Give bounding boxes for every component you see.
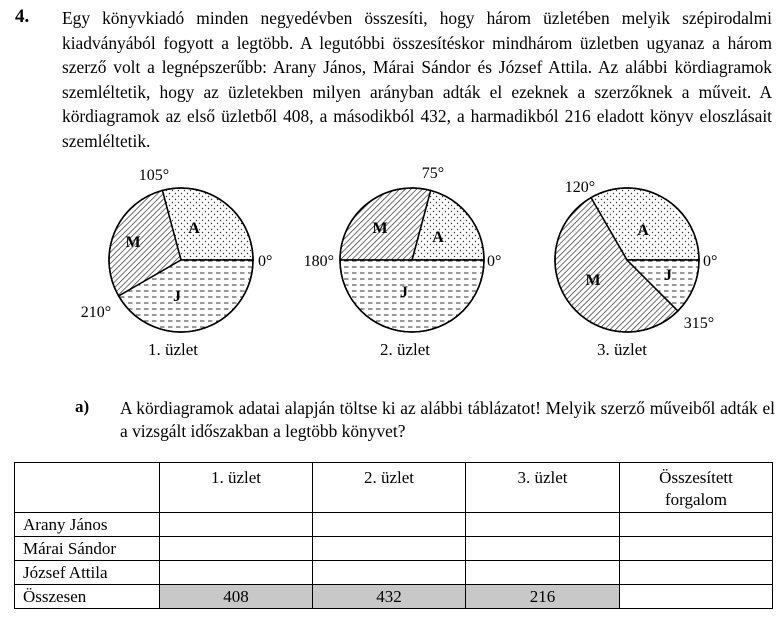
answer-cell[interactable]: [313, 513, 466, 537]
segment-label: J: [173, 288, 181, 305]
segment-label: A: [637, 222, 649, 239]
total-cell: 408: [160, 585, 313, 609]
problem-number: 4.: [15, 6, 30, 27]
table-header-cell: 1. üzlet: [160, 463, 313, 513]
pie-chart-2: [304, 165, 502, 359]
answer-cell[interactable]: [160, 513, 313, 537]
table-total-row: [15, 585, 773, 609]
angle-label: 180°: [303, 253, 334, 270]
table-row: [15, 513, 773, 537]
answer-cell[interactable]: [620, 537, 773, 561]
answer-cell[interactable]: [466, 537, 620, 561]
answer-cell[interactable]: [160, 537, 313, 561]
table-header-cell: Összesített forgalom: [620, 463, 773, 513]
row-label: Arany János: [15, 513, 160, 537]
angle-label: 0°: [703, 253, 718, 270]
table-row: [15, 561, 773, 585]
segment-label: M: [372, 220, 388, 237]
answer-table: [14, 462, 773, 609]
total-cell: 216: [466, 585, 620, 609]
row-label: József Attila: [15, 561, 160, 585]
total-label: Összesen: [15, 585, 160, 609]
table-header-cell: [15, 463, 160, 513]
segment-label: M: [585, 272, 601, 289]
segment-jozsef: [340, 260, 484, 332]
problem-intro: [62, 6, 772, 153]
angle-label: 315°: [683, 315, 715, 332]
pie-title: 2. üzlet: [379, 340, 431, 359]
angle-label: 0°: [258, 253, 273, 270]
segment-label: J: [400, 284, 408, 301]
problem-intro-text: Egy könyvkiadó minden negyedévben összesíti, hogy három üzletében melyik szépirodalmi kiadványából fogyott a legtöbb. A legutóbbi összesítéskor mindhárom üzletben ugyanaz a három szerző volt a legnépszerűbb: Arany János, Márai Sándor és József Attila. Az alábbi kördiagramok szemléltetik, hogy az üzletekben milyen arányban adták el ezeknek a szerzőknek a műveit. A kördiagramok az első üzletből 408, a másodikból 432, a harmadikból 216 eladott könyv eloszlásait szemléltetik.: [62, 8, 772, 151]
answer-cell[interactable]: [620, 585, 773, 609]
total-cell: 432: [313, 585, 466, 609]
angle-label: 120°: [564, 179, 596, 196]
segment-label: A: [432, 229, 444, 246]
question-label: a): [75, 397, 90, 416]
answer-cell[interactable]: [313, 561, 466, 585]
answer-cell[interactable]: [620, 561, 773, 585]
table-row: [15, 537, 773, 561]
angle-label: 0°: [487, 253, 502, 270]
angle-label: 75°: [421, 165, 445, 182]
segment-label: M: [125, 234, 141, 251]
angle-label: 105°: [138, 167, 170, 184]
table-header-row: [15, 463, 773, 513]
pie-chart-1: [81, 167, 273, 359]
table-header-cell: 3. üzlet: [466, 463, 620, 513]
pie-charts: [0, 150, 784, 365]
answer-cell[interactable]: [313, 537, 466, 561]
pie-title: 3. üzlet: [596, 340, 648, 359]
row-label: Márai Sándor: [15, 537, 160, 561]
answer-cell[interactable]: [466, 513, 620, 537]
question-text: A kördiagramok adatai alapján töltse ki az alábbi táblázatot! Melyik szerző műveiből adták el a vizsgált időszakban a legtöbb könyvet?: [120, 398, 775, 441]
segment-label: J: [664, 267, 672, 284]
angle-label: 210°: [80, 304, 112, 321]
pie-chart-3: [555, 179, 717, 359]
pie-title: 1. üzlet: [147, 340, 199, 359]
answer-cell[interactable]: [620, 513, 773, 537]
segment-label: A: [188, 220, 200, 237]
table-header-cell: 2. üzlet: [313, 463, 466, 513]
answer-cell[interactable]: [466, 561, 620, 585]
answer-cell[interactable]: [160, 561, 313, 585]
